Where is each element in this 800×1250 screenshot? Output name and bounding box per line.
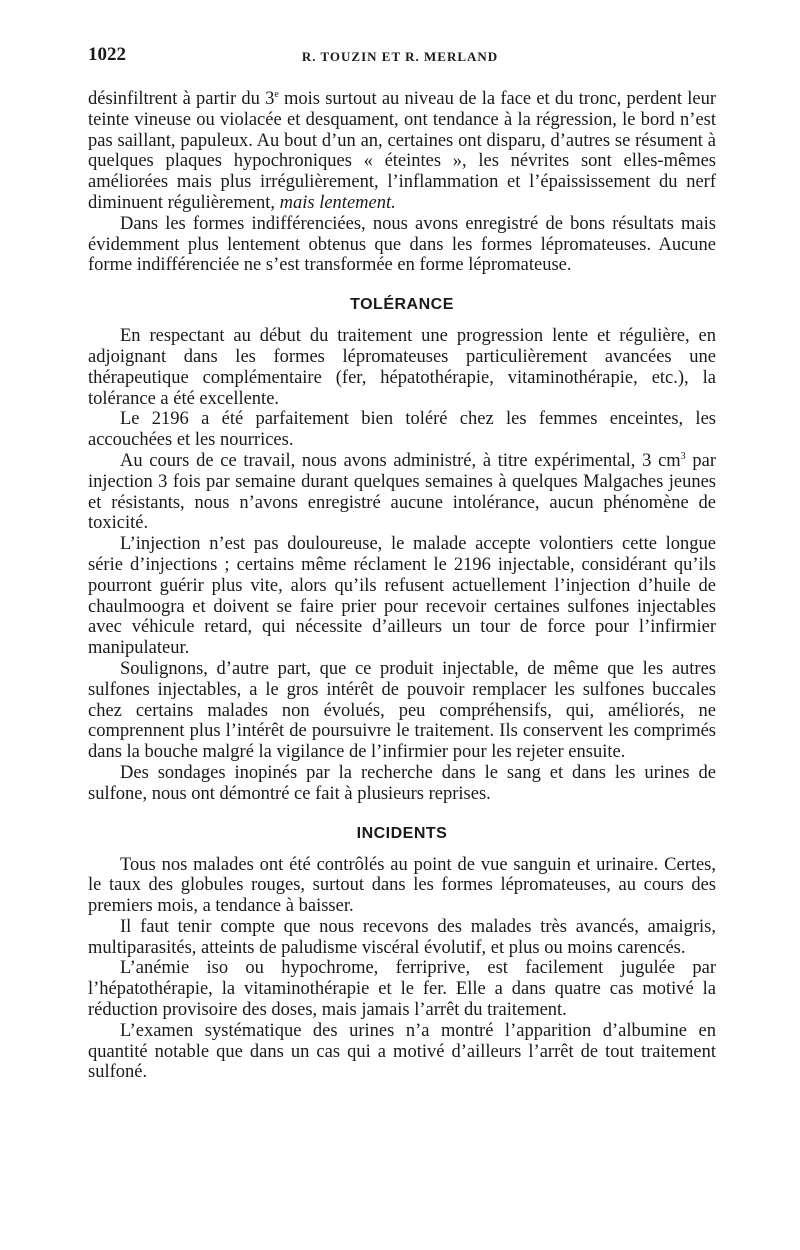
text-run: Au cours de ce travail, nous avons administré, à titre expérimental, 3 cm bbox=[120, 450, 681, 471]
tolerance-paragraph-4: L’injection n’est pas douloureuse, le malade accepte volontiers cette longue série d’injections ; certains même réclament le 2196 injectable, considérant qu’ils pourront guérir plus vite, alors qu’ils refusent actuellement l’injection d’huile de chaulmoogra et doivent se faire prier pour recevoir certaines sulfones injectables avec véhicule retard, qui nécessite d’ailleurs un tour de force pour l’infirmier manipulateur. bbox=[88, 534, 716, 659]
tolerance-paragraph-3 bbox=[88, 451, 716, 534]
tolerance-paragraph-6: Des sondages inopinés par la recherche dans le sang et dans les urines de sulfone, nous ont démontré ce fait à plusieurs reprises. bbox=[88, 762, 716, 804]
intro-paragraph-1 bbox=[88, 89, 716, 214]
page-header bbox=[88, 44, 712, 74]
incidents-paragraph-3: L’anémie iso ou hypochrome, ferriprive, est facilement jugulée par l’hépatothérapie, la vitaminothérapie et le fer. Elle a dans quatre cas motivé la réduction provisoire des doses, mais jamais l’arrêt du traitement. bbox=[88, 958, 716, 1021]
tolerance-paragraph-1: En respectant au début du traitement une progression lente et régulière, en adjoignant dans les formes lépromateuses particulièrement avancées une thérapeutique complémentaire (fer, hépatothérapie, vitaminothérapie, etc.), la tolérance a été excellente. bbox=[88, 326, 716, 409]
intro-paragraph-2: Dans les formes indifférenciées, nous avons enregistré de bons résultats mais évidemment plus lentement obtenus que dans les formes lépromateuses. Aucune forme indifférenciée ne s’est transformée en forme lépromateuse. bbox=[88, 213, 716, 276]
superscript: e bbox=[274, 89, 279, 100]
tolerance-paragraph-2: Le 2196 a été parfaitement bien toléré chez les femmes enceintes, les accouchées et les nourrices. bbox=[88, 409, 716, 451]
incidents-paragraph-4: L’examen systématique des urines n’a montré l’apparition d’albumine en quantité notable que dans un cas qui a motivé d’ailleurs l’arrêt de tout traitement sulfoné. bbox=[88, 1020, 716, 1083]
incidents-paragraph-1: Tous nos malades ont été contrôlés au point de vue sanguin et urinaire. Certes, le taux des globules rouges, surtout dans les formes lépromateuses, au cours des premiers mois, a tendance à baisser. bbox=[88, 854, 716, 917]
page-body bbox=[88, 89, 716, 1083]
emphasis: mais lentement. bbox=[279, 192, 396, 213]
text-run: mois surtout au niveau de la face et du tronc, perdent leur teinte vineuse ou violacée et desquament, ont tendance à la régression, le bord n’est pas saillant, papuleux. Au bout d’un an, certaines ont disparu, d’autres se résument à quelques plaques hypochroniques « éteintes », les névrites sont elles-mêmes améliorées mais plus irrégulièrement, l’inflammation et l’épaississement du nerf diminuent régulièrement, bbox=[88, 89, 716, 213]
section-title-tolerance: TOLÉRANCE bbox=[350, 296, 454, 314]
tolerance-paragraph-5: Soulignons, d’autre part, que ce produit injectable, de même que les autres sulfones injectables, a le gros intérêt de pouvoir remplacer les sulfones buccales chez certains malades non évolués, peu compréhensifs, qui, améliorés, ne comprennent plus l’intérêt de poursuivre le traitement. Ils conservent les comprimés dans la bouche malgré la vigilance de l’infirmier pour les rejeter ensuite. bbox=[88, 658, 716, 763]
running-head: R. TOUZIN ET R. MERLAND bbox=[301, 49, 499, 64]
incidents-paragraph-2: Il faut tenir compte que nous recevons des malades très avancés, amaigris, multiparasités, atteints de paludisme viscéral évolutif, et plus ou moins carencés. bbox=[88, 916, 716, 958]
text-run: désinfiltrent à partir du 3 bbox=[88, 89, 275, 109]
text-run: par injection 3 fois par semaine durant quelques semaines à quelques Malgaches jeunes et résistants, nous n’avons enregistré aucune intolérance, aucun phénomène de toxicité. bbox=[88, 450, 716, 534]
section-title-incidents: INCIDENTS bbox=[356, 824, 448, 842]
superscript: 3 bbox=[680, 450, 686, 462]
page-number: 1022 bbox=[88, 44, 126, 65]
